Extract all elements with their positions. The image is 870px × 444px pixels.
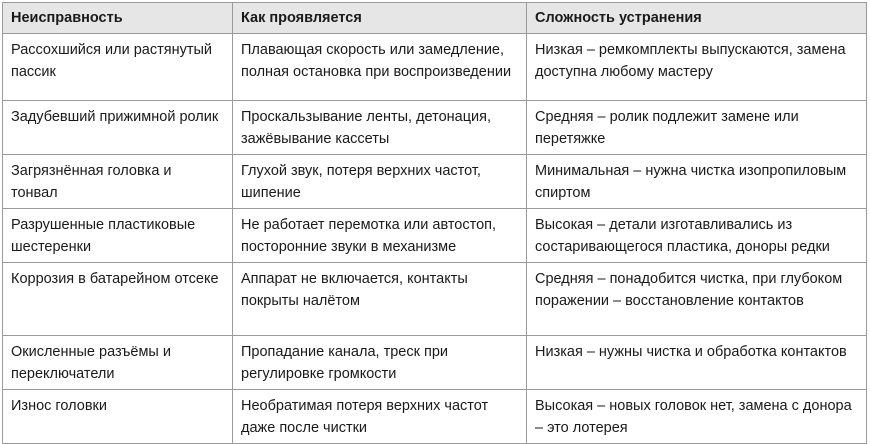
cell-malfunction: Износ головки xyxy=(3,390,233,444)
cell-repair-difficulty: Низкая – ремкомплекты выпускаются, замена доступна любому мастеру xyxy=(527,34,867,101)
cell-malfunction: Задубевший прижимной ролик xyxy=(3,101,233,155)
cell-repair-difficulty: Средняя – понадобится чистка, при глубоком поражении – восстановление контактов xyxy=(527,263,867,336)
malfunctions-table xyxy=(2,2,867,444)
table-row xyxy=(3,263,867,336)
cell-repair-difficulty: Высокая – детали изготавливались из состаривающегося пластика, доноры редки xyxy=(527,209,867,263)
header-symptoms: Как проявляется xyxy=(233,3,527,34)
cell-malfunction: Окисленные разъёмы и переключатели xyxy=(3,336,233,390)
table-row xyxy=(3,336,867,390)
cell-malfunction: Рассохшийся или растянутый пассик xyxy=(3,34,233,101)
table-row xyxy=(3,34,867,101)
cell-symptoms: Аппарат не включается, контакты покрыты налётом xyxy=(233,263,527,336)
cell-malfunction: Разрушенные пластиковые шестеренки xyxy=(3,209,233,263)
cell-symptoms: Проскальзывание ленты, детонация, зажёвывание кассеты xyxy=(233,101,527,155)
table-row xyxy=(3,101,867,155)
cell-repair-difficulty: Высокая – новых головок нет, замена с донора – это лотерея xyxy=(527,390,867,444)
table-header-row xyxy=(3,3,867,34)
table-row xyxy=(3,155,867,209)
table-container xyxy=(2,2,867,444)
cell-symptoms: Пропадание канала, треск при регулировке громкости xyxy=(233,336,527,390)
cell-repair-difficulty: Средняя – ролик подлежит замене или перетяжке xyxy=(527,101,867,155)
table-row xyxy=(3,390,867,444)
cell-malfunction: Загрязнённая головка и тонвал xyxy=(3,155,233,209)
header-malfunction: Неисправность xyxy=(3,3,233,34)
cell-symptoms: Глухой звук, потеря верхних частот, шипение xyxy=(233,155,527,209)
cell-malfunction: Коррозия в батарейном отсеке xyxy=(3,263,233,336)
cell-symptoms: Плавающая скорость или замедление, полная остановка при воспроизведении xyxy=(233,34,527,101)
cell-symptoms: Необратимая потеря верхних частот даже после чистки xyxy=(233,390,527,444)
cell-symptoms: Не работает перемотка или автостоп, посторонние звуки в механизме xyxy=(233,209,527,263)
header-repair-difficulty: Сложность устранения xyxy=(527,3,867,34)
cell-repair-difficulty: Минимальная – нужна чистка изопропиловым спиртом xyxy=(527,155,867,209)
cell-repair-difficulty: Низкая – нужны чистка и обработка контактов xyxy=(527,336,867,390)
table-row xyxy=(3,209,867,263)
